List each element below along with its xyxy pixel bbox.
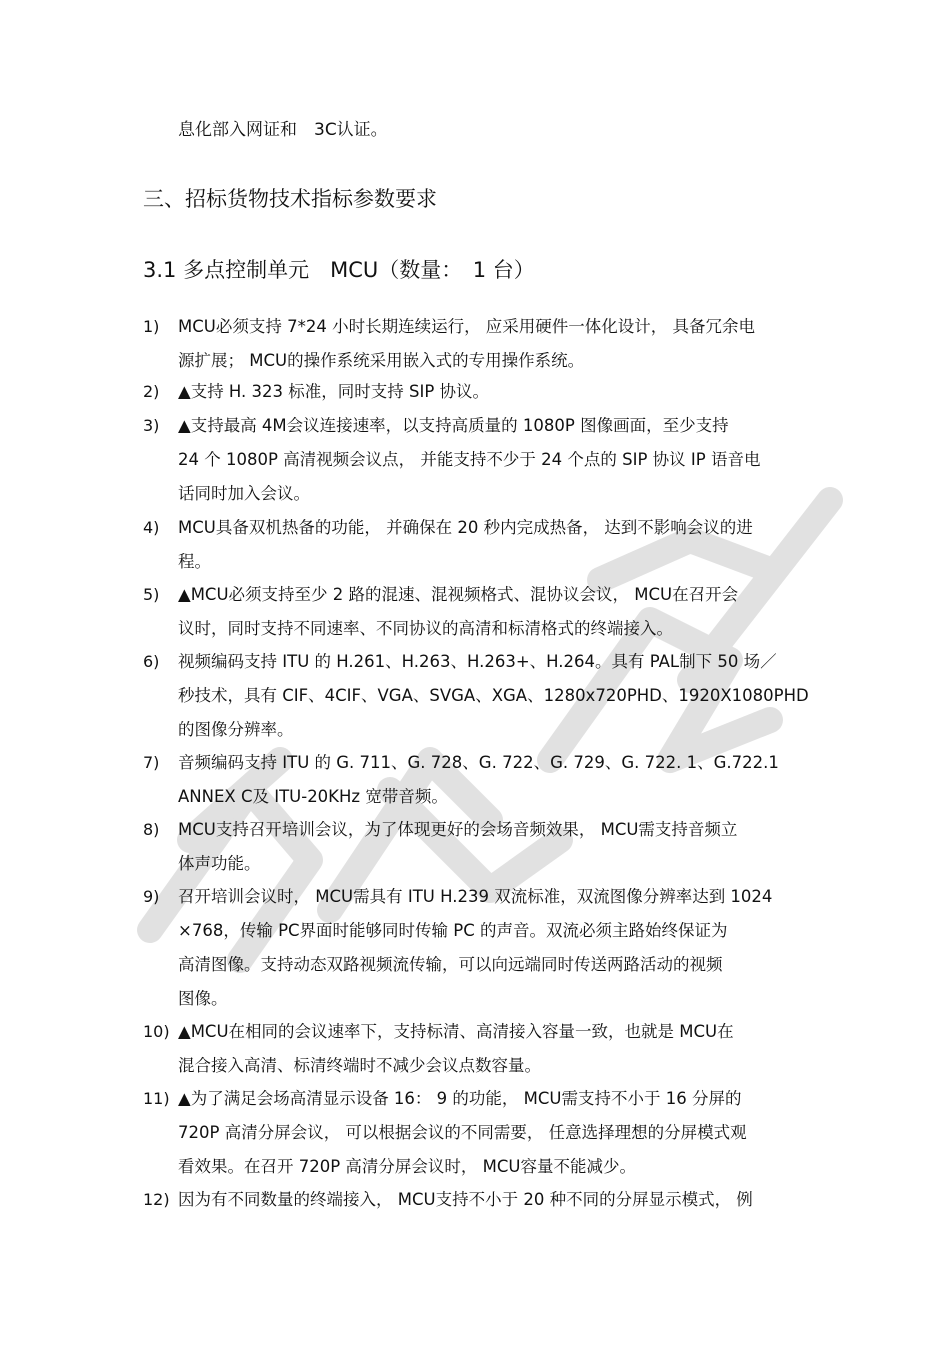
item-number: 3) xyxy=(143,416,160,435)
item-text: MCU具备双机热备的功能， 并确保在 20 秒内完成热备， 达到不影响会议的进 程。 xyxy=(178,518,753,571)
item-text: MCU必须支持 7*24 小时长期连续运行， 应采用硬件一体化设计， 具备冗余电 源扩展； MCU的操作系统采用嵌入式的专用操作系统。 xyxy=(178,317,756,370)
item-text: 视频编码支持 ITU 的 H.261、H.263、H.263+、H.264。具有 PAL制下 50 场／ 秒技术，具有 CIF、4CIF、VGA、SVGA、XGA、1280x720PHD、1920X1080PHD 的图像分辨率。 xyxy=(178,652,809,739)
item-text: 召开培训会议时， MCU需具有 ITU H.239 双流标准，双流图像分辨率达到 1024 ×768，传输 PC界面时能够同时传输 PC 的声音。双流必须主路始终保证为 高清图像。支持动态双路视频流传输，可以向远端同时传送两路活动的视频 图像。 xyxy=(178,887,773,1008)
section-heading: 三、招标货物技术指标参数要求 xyxy=(143,187,437,211)
item-number: 9) xyxy=(143,887,160,906)
item-text: ▲支持 H. 323 标准，同时支持 SIP 协议。 xyxy=(178,382,490,401)
item-number: 10) xyxy=(143,1022,170,1041)
item-text: ▲为了满足会场高清显示设备 16： 9 的功能， MCU需支持不小于 16 分屏的 720P 高清分屏会议， 可以根据会议的不同需要， 任意选择理想的分屏模式观 看效果。在召开 720P 高清分屏会议时， MCU容量不能减少。 xyxy=(178,1089,747,1176)
item-text: ▲MCU在相同的会议速率下，支持标清、高清接入容量一致，也就是 MCU在 混合接入高清、标清终端时不减少会议点数容量。 xyxy=(178,1022,734,1075)
item-number: 7) xyxy=(143,753,160,772)
item-text: 因为有不同数量的终端接入， MCU支持不小于 20 种不同的分屏显示模式， 例 xyxy=(178,1190,753,1209)
item-number: 4) xyxy=(143,518,160,537)
item-text: ▲MCU必须支持至少 2 路的混速、混视频格式、混协议会议， MCU在召开会 议时，同时支持不同速率、不同协议的高清和标清格式的终端接入。 xyxy=(178,585,739,638)
item-number: 12) xyxy=(143,1190,170,1209)
item-number: 5) xyxy=(143,585,160,604)
subsection-heading: 3.1 多点控制单元 MCU（数量： 1 台） xyxy=(143,258,535,282)
item-number: 1) xyxy=(143,317,160,336)
continuation-text: 息化部入网证和 3C认证。 xyxy=(178,120,388,140)
item-text: ▲支持最高 4M会议连接速率，以支持高质量的 1080P 图像画面，至少支持 24 个 1080P 高清视频会议点， 并能支持不少于 24 个点的 SIP 协议 IP 语音电 话同时加入会议。 xyxy=(178,416,761,503)
item-text: 音频编码支持 ITU 的 G. 711、G. 728、G. 722、G. 729、G. 722. 1、G.722.1 ANNEX C及 ITU-20KHz 宽带音频。 xyxy=(178,753,779,806)
item-number: 2) xyxy=(143,382,160,401)
item-number: 11) xyxy=(143,1089,170,1108)
item-number: 6) xyxy=(143,652,160,671)
item-number: 8) xyxy=(143,820,160,839)
item-text: MCU支持召开培训会议，为了体现更好的会场音频效果， MCU需支持音频立 体声功能。 xyxy=(178,820,738,873)
